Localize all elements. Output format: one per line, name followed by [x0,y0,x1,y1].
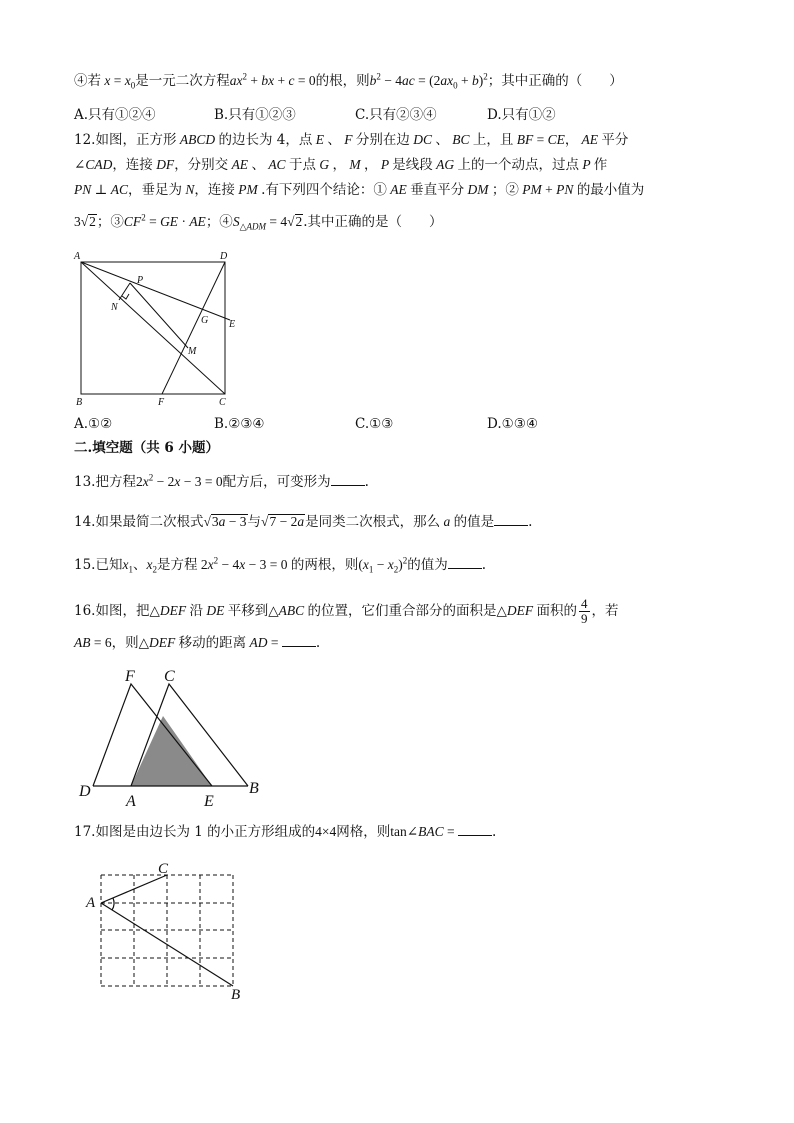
q12-option-a: A.①② [74,416,113,432]
q12-line-3: PN ⊥ AC，垂足为 N，连接 PM .有下列四个结论：① AE 垂直平分 DM ；② PM + PN 的最小值为 [74,182,645,198]
label-a: A [126,793,136,810]
q11-option-a: A.只有①②④ [74,107,156,123]
q12-line-2: ∠CAD，连接 DF，分别交 AE 、 AC 于点 G ， M ， P 是线段 AG 上的一个动点，过点 P 作 [74,157,608,173]
label-c: C [164,668,175,685]
q14: 14.如果最简二次根式√3a − 3与√7 − 2a是同类二次根式，那么 a 的值是 . [74,514,533,530]
label-f: F [125,668,135,685]
label-p: P [137,275,144,286]
label-a: A [74,251,81,262]
grid-4x4 [101,875,233,986]
label-b: B [231,987,241,1003]
q11-statement-4: ④若 $x = x_0$是一元二次方程$ax^2$ + bx + c = 0的根，则$b^2 - 4ac = (2ax_0 + b)^2$；其中正确的（ ） [74,71,623,91]
q12-option-b: B.②③④ [214,416,265,432]
q17: 17.如图是由边长为 1 的小正方形组成的4×4网格，则tan∠BAC = . [74,824,497,840]
label-a: A [86,895,96,911]
label-b: B [76,397,83,408]
label-f: F [158,397,165,408]
q12-option-d: D.①③④ [487,416,538,432]
q16-line-2: AB = 6，则△DEF 移动的距离 AD = . [74,635,321,651]
angle-arc [112,898,114,910]
label-g: G [201,315,209,326]
q16-line-1: 16.如图，把△DEF 沿 DE 平移到△ABC 的位置，它们重合部分的面积是△DEF 面积的 $\frac{4}{9}$ ，若 [74,596,619,626]
q11-option-d: D.只有①② [487,107,556,123]
label-d: D [220,251,228,262]
label-m: M [188,346,197,357]
section-heading: 二.填空题（共 6 小题） [74,440,219,456]
label-b: B [249,780,259,797]
q15: 15.已知$x_1$、$x_2$是方程 $2x^2 - 4x - 3 = 0$ 的两根，则$(x_1 - x_2)^2$的值为 . [74,555,487,575]
q12-option-c: C.①③ [355,416,394,432]
label-e: E [204,793,214,810]
label-d: D [79,783,91,800]
q11-option-b: B.只有①②③ [214,107,296,123]
label-c: C [219,397,226,408]
q11-option-c: C.只有②③④ [355,107,437,123]
q13: 13.把方程$2x^2 - 2x - 3 = 0$配方后，可变形为 . [74,472,369,490]
label-c: C [158,861,169,877]
label-n: N [111,302,118,313]
q12-line-1: 12.如图，正方形 ABCD 的边长为 4，点 E 、 F 分别在边 DC 、 BC 上，且 BF = CE， AE 平分 [74,132,629,148]
fraction-4-9: $\frac{4}{9}$ [581,596,588,626]
q12-line-4: 3√2；$③CF^2$ = GE · AE；$④S_{\triangle ADM} = 4√2$.其中正确的是（ ） [74,212,443,232]
label-e: E [229,319,236,330]
